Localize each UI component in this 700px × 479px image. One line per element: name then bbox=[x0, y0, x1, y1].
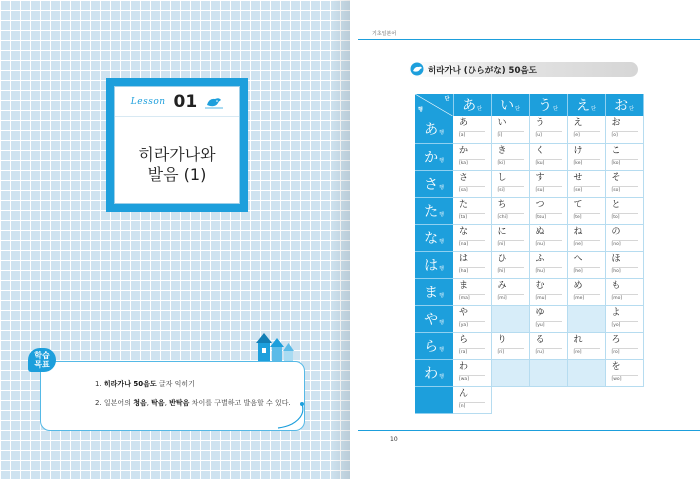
kana-cell bbox=[491, 116, 529, 143]
romanization: [yo] bbox=[611, 322, 621, 328]
kana-char: せ bbox=[573, 172, 583, 183]
kana-char: そ bbox=[611, 172, 621, 183]
kana-cell bbox=[491, 170, 529, 197]
row-header: な행 bbox=[415, 224, 453, 251]
romanization: [ku] bbox=[535, 160, 545, 166]
kana-cell bbox=[453, 143, 491, 170]
kana-char: ん bbox=[459, 388, 469, 399]
kana-char: れ bbox=[573, 334, 583, 345]
table-corner bbox=[415, 94, 453, 116]
column-header: え단 bbox=[567, 94, 605, 116]
kana-cell bbox=[453, 359, 491, 386]
romanization: [ko] bbox=[611, 160, 621, 166]
row-header: か행 bbox=[415, 143, 453, 170]
kana-char: ふ bbox=[535, 253, 545, 264]
bird-icon bbox=[205, 95, 223, 109]
romanization: [wo] bbox=[611, 376, 622, 382]
romanization: [wa] bbox=[459, 376, 469, 382]
kana-cell bbox=[605, 251, 643, 278]
kana-char: み bbox=[497, 280, 507, 291]
empty-cell bbox=[567, 305, 605, 332]
romanization: [ni] bbox=[497, 241, 506, 247]
goal-item-2: 2. 일본어의 청음, 탁음, 반탁음 차이를 구별하고 발음할 수 있다. bbox=[95, 399, 291, 407]
goal-badge-line2: 목표 bbox=[34, 360, 50, 369]
kana-char: の bbox=[611, 226, 621, 237]
kana-cell bbox=[605, 197, 643, 224]
kana-char: に bbox=[497, 226, 507, 237]
page-number: 10 bbox=[390, 436, 398, 443]
empty-cell bbox=[529, 386, 567, 413]
kana-cell bbox=[529, 116, 567, 143]
kana-cell bbox=[453, 116, 491, 143]
goal-item-1: 1. 히라가나 50음도 글자 익히기 bbox=[95, 380, 195, 388]
lesson-card-inner bbox=[114, 86, 240, 204]
table-row bbox=[415, 224, 643, 251]
romanization: [ri] bbox=[497, 349, 505, 355]
kana-cell bbox=[567, 197, 605, 224]
learning-goal-badge bbox=[28, 348, 56, 372]
kana-cell bbox=[453, 305, 491, 332]
gutter-shadow bbox=[330, 0, 350, 479]
lesson-header bbox=[115, 87, 239, 117]
kana-cell bbox=[605, 305, 643, 332]
romanization: [ki] bbox=[497, 160, 505, 166]
kana-char: よ bbox=[611, 307, 621, 318]
lesson-card bbox=[106, 78, 248, 212]
empty-cell bbox=[567, 386, 605, 413]
column-header: う단 bbox=[529, 94, 567, 116]
hiragana-table bbox=[415, 94, 644, 414]
romanization: [me] bbox=[573, 295, 585, 301]
kana-char: あ bbox=[459, 118, 469, 128]
romanization: [re] bbox=[573, 349, 582, 355]
kana-cell bbox=[491, 251, 529, 278]
bottom-rule bbox=[358, 430, 700, 431]
table-row bbox=[415, 251, 643, 278]
lesson-title bbox=[115, 145, 239, 185]
kana-char: は bbox=[459, 253, 469, 264]
kana-char: こ bbox=[611, 145, 621, 156]
kana-cell bbox=[453, 224, 491, 251]
romanization: [si] bbox=[497, 187, 505, 193]
table-row bbox=[415, 197, 643, 224]
kana-char: ら bbox=[459, 334, 469, 345]
table-row bbox=[415, 305, 643, 332]
kana-cell bbox=[491, 224, 529, 251]
romanization: [yu] bbox=[535, 322, 545, 328]
decorative-line-icon bbox=[272, 400, 312, 430]
romanization: [tsu] bbox=[535, 214, 546, 220]
kana-cell bbox=[453, 386, 491, 413]
kana-char: む bbox=[535, 280, 545, 291]
kana-cell bbox=[567, 143, 605, 170]
romanization: [hi] bbox=[497, 268, 506, 274]
kana-cell bbox=[567, 251, 605, 278]
row-header: あ행 bbox=[415, 116, 453, 143]
column-header: お단 bbox=[605, 94, 643, 116]
kana-char: わ bbox=[459, 361, 469, 372]
romanization: [mo] bbox=[611, 295, 623, 301]
kana-cell bbox=[453, 170, 491, 197]
row-header: は행 bbox=[415, 251, 453, 278]
romanization: [ru] bbox=[535, 349, 544, 355]
top-rule bbox=[358, 39, 700, 40]
kana-char: し bbox=[497, 172, 507, 183]
kana-char: ち bbox=[497, 199, 507, 210]
romanization: [a] bbox=[459, 133, 466, 138]
kana-char: ゆ bbox=[535, 307, 545, 318]
romanization: [n] bbox=[459, 403, 466, 409]
row-header: や행 bbox=[415, 305, 453, 332]
kana-cell bbox=[453, 332, 491, 359]
kana-cell bbox=[567, 332, 605, 359]
romanization: [ra] bbox=[459, 349, 468, 355]
romanization: [ya] bbox=[459, 322, 468, 328]
kana-char: ぬ bbox=[535, 226, 545, 237]
table-row bbox=[415, 116, 643, 143]
goal-badge-line1: 학습 bbox=[34, 351, 50, 360]
kana-char: て bbox=[573, 199, 583, 210]
kana-char: ほ bbox=[611, 253, 621, 264]
lesson-title-line2: 발음 (1) bbox=[147, 165, 207, 184]
kana-char: も bbox=[611, 280, 621, 291]
empty-cell bbox=[567, 359, 605, 386]
kana-char: め bbox=[573, 280, 583, 291]
kana-char: ね bbox=[573, 226, 583, 237]
row-header bbox=[415, 386, 453, 413]
kana-char: さ bbox=[459, 172, 469, 183]
kana-char: お bbox=[611, 118, 621, 128]
kana-cell bbox=[567, 116, 605, 143]
table-row bbox=[415, 359, 643, 386]
kana-cell bbox=[453, 197, 491, 224]
romanization: [to] bbox=[611, 214, 620, 220]
kana-cell bbox=[567, 278, 605, 305]
romanization: [chi] bbox=[497, 214, 508, 220]
romanization: [i] bbox=[497, 133, 503, 138]
empty-cell bbox=[491, 386, 529, 413]
kana-cell bbox=[529, 305, 567, 332]
kana-char: か bbox=[459, 145, 469, 156]
romanization: [mu] bbox=[535, 295, 547, 301]
kana-cell bbox=[491, 143, 529, 170]
kana-char: く bbox=[535, 145, 545, 156]
kana-cell bbox=[491, 278, 529, 305]
column-header: い단 bbox=[491, 94, 529, 116]
row-header: さ행 bbox=[415, 170, 453, 197]
kana-cell bbox=[529, 197, 567, 224]
romanization: [no] bbox=[611, 241, 621, 247]
romanization: [ho] bbox=[611, 268, 621, 274]
romanization: [o] bbox=[611, 133, 618, 138]
kana-cell bbox=[529, 143, 567, 170]
kana-cell bbox=[605, 278, 643, 305]
romanization: [ma] bbox=[459, 295, 470, 301]
kana-cell bbox=[529, 224, 567, 251]
empty-cell bbox=[491, 305, 529, 332]
kana-cell bbox=[491, 197, 529, 224]
kana-char: え bbox=[573, 118, 583, 128]
kana-cell bbox=[529, 332, 567, 359]
table-row bbox=[415, 332, 643, 359]
kana-char: な bbox=[459, 226, 469, 237]
romanization: [na] bbox=[459, 241, 469, 247]
romanization: [su] bbox=[535, 187, 545, 193]
kana-char: ひ bbox=[497, 253, 507, 264]
kana-cell bbox=[529, 170, 567, 197]
romanization: [ha] bbox=[459, 268, 469, 274]
kana-cell bbox=[605, 224, 643, 251]
kana-cell bbox=[605, 170, 643, 197]
table-row bbox=[415, 143, 643, 170]
kana-cell bbox=[453, 278, 491, 305]
row-header: わ행 bbox=[415, 359, 453, 386]
row-header: ら행 bbox=[415, 332, 453, 359]
lesson-word: Lesson bbox=[130, 96, 166, 107]
lesson-number: 01 bbox=[173, 91, 198, 112]
section-title: 히라가나 (ひらがな) 50음도 bbox=[428, 66, 537, 76]
kana-char: ま bbox=[459, 280, 469, 291]
kana-cell bbox=[567, 170, 605, 197]
learning-goal-box bbox=[40, 361, 305, 431]
running-head: 기초일본어 bbox=[372, 31, 397, 37]
kana-char: ろ bbox=[611, 334, 621, 345]
romanization: [se] bbox=[573, 187, 583, 193]
kana-cell bbox=[605, 359, 643, 386]
right-page bbox=[350, 0, 700, 479]
romanization: [sa] bbox=[459, 187, 468, 193]
romanization: [hu] bbox=[535, 268, 545, 274]
kana-char: す bbox=[535, 172, 545, 183]
romanization: [ke] bbox=[573, 160, 583, 166]
row-header: ま행 bbox=[415, 278, 453, 305]
kana-char: る bbox=[535, 334, 545, 345]
kana-char: つ bbox=[535, 199, 545, 210]
corner-label-dan: 단 bbox=[444, 96, 450, 102]
table-row bbox=[415, 278, 643, 305]
table-row bbox=[415, 386, 643, 413]
house-icon bbox=[252, 330, 296, 362]
table-body bbox=[415, 116, 643, 413]
kana-cell bbox=[605, 332, 643, 359]
kana-cell bbox=[453, 251, 491, 278]
kana-cell bbox=[529, 251, 567, 278]
kana-char: う bbox=[535, 118, 545, 128]
bird-icon bbox=[410, 62, 424, 76]
kana-cell bbox=[529, 278, 567, 305]
corner-label-haeng: 행 bbox=[418, 107, 423, 113]
romanization: [so] bbox=[611, 187, 621, 193]
romanization: [te] bbox=[573, 214, 582, 220]
kana-char: た bbox=[459, 199, 469, 210]
kana-char: い bbox=[497, 118, 507, 128]
kana-cell bbox=[605, 143, 643, 170]
romanization: [u] bbox=[535, 133, 542, 138]
empty-cell bbox=[529, 359, 567, 386]
romanization: [ka] bbox=[459, 160, 468, 166]
row-header: た행 bbox=[415, 197, 453, 224]
empty-cell bbox=[491, 359, 529, 386]
kana-char: け bbox=[573, 145, 583, 156]
table-row bbox=[415, 170, 643, 197]
romanization: [ro] bbox=[611, 349, 620, 355]
empty-cell bbox=[605, 386, 643, 413]
romanization: [ta] bbox=[459, 214, 468, 220]
kana-char: や bbox=[459, 307, 469, 318]
romanization: [mi] bbox=[497, 295, 507, 301]
kana-char: と bbox=[611, 199, 621, 210]
kana-cell bbox=[605, 116, 643, 143]
column-header: あ단 bbox=[453, 94, 491, 116]
romanization: [he] bbox=[573, 268, 583, 274]
kana-cell bbox=[567, 224, 605, 251]
kana-char: を bbox=[611, 361, 621, 372]
kana-cell bbox=[491, 332, 529, 359]
kana-char: り bbox=[497, 334, 507, 345]
lesson-title-line1: 히라가나와 bbox=[138, 145, 216, 164]
romanization: [e] bbox=[573, 133, 580, 138]
table-header-row bbox=[415, 94, 643, 116]
romanization: [nu] bbox=[535, 241, 545, 247]
kana-char: へ bbox=[573, 253, 583, 264]
romanization: [ne] bbox=[573, 241, 583, 247]
kana-char: き bbox=[497, 145, 507, 156]
